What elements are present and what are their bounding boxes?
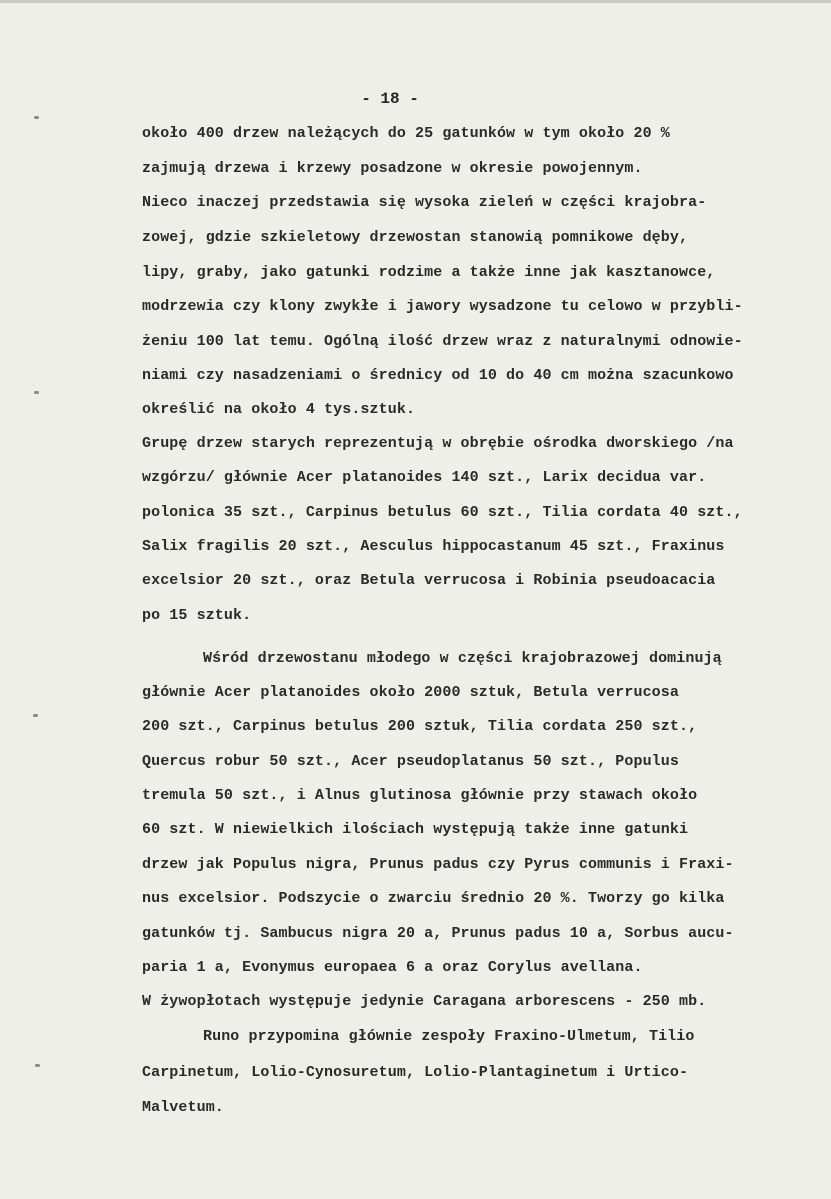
text-line: Wśród drzewostanu młodego w części krajobrazowej dominują — [203, 650, 722, 667]
text-line: niami czy nasadzeniami o średnicy od 10 do 40 cm można szacunkowo — [142, 367, 734, 384]
text-line: zajmują drzewa i krzewy posadzone w okresie powojennym. — [142, 160, 643, 177]
text-line: Grupę drzew starych reprezentują w obrębie ośrodka dworskiego /na — [142, 435, 734, 452]
text-line: wzgórzu/ głównie Acer platanoides 140 szt., Larix decidua var. — [142, 469, 707, 486]
text-line: głównie Acer platanoides około 2000 sztuk, Betula verrucosa — [142, 684, 679, 701]
text-line: drzew jak Populus nigra, Prunus padus czy Pyrus communis i Fraxi- — [142, 856, 734, 873]
text-line: W żywopłotach występuje jedynie Caragana arborescens - 250 mb. — [142, 993, 707, 1010]
text-line: Salix fragilis 20 szt., Aesculus hippocastanum 45 szt., Fraxinus — [142, 538, 725, 555]
text-line: około 400 drzew należących do 25 gatunków w tym około 20 % — [142, 125, 670, 142]
text-line: Nieco inaczej przedstawia się wysoka zieleń w części krajobra- — [142, 194, 707, 211]
text-line: lipy, graby, jako gatunki rodzime a także inne jak kasztanowce, — [142, 264, 716, 281]
text-line: excelsior 20 szt., oraz Betula verrucosa i Robinia pseudoacacia — [142, 572, 716, 589]
margin-mark — [34, 116, 39, 119]
text-line: zowej, gdzie szkieletowy drzewostan stanowią pomnikowe dęby, — [142, 229, 689, 246]
margin-mark — [34, 391, 39, 394]
text-line: 60 szt. W niewielkich ilościach występują także inne gatunki — [142, 821, 689, 838]
text-line: Malvetum. — [142, 1099, 224, 1116]
text-line: paria 1 a, Evonymus europaea 6 a oraz Corylus avellana. — [142, 959, 643, 976]
text-line: nus excelsior. Podszycie o zwarciu średnio 20 %. Tworzy go kilka — [142, 890, 725, 907]
page-top-edge — [0, 0, 831, 3]
text-line: modrzewia czy klony zwykłe i jawory wysadzone tu celowo w przybli- — [142, 298, 743, 315]
margin-mark — [35, 1064, 40, 1067]
text-line: po 15 sztuk. — [142, 607, 252, 624]
text-line: gatunków tj. Sambucus nigra 20 a, Prunus padus 10 a, Sorbus aucu- — [142, 925, 734, 942]
text-line: polonica 35 szt., Carpinus betulus 60 szt., Tilia cordata 40 szt., — [142, 504, 743, 521]
text-line: Quercus robur 50 szt., Acer pseudoplatanus 50 szt., Populus — [142, 753, 679, 770]
margin-mark — [33, 714, 38, 717]
text-line: 200 szt., Carpinus betulus 200 sztuk, Tilia cordata 250 szt., — [142, 718, 698, 735]
text-line: tremula 50 szt., i Alnus glutinosa głównie przy stawach około — [142, 787, 698, 804]
text-line: żeniu 100 lat temu. Ogólną ilość drzew wraz z naturalnymi odnowie- — [142, 333, 743, 350]
page-number: - 18 - — [361, 90, 419, 108]
text-line: Runo przypomina głównie zespoły Fraxino-Ulmetum, Tilio — [203, 1028, 695, 1045]
text-line: Carpinetum, Lolio-Cynosuretum, Lolio-Plantaginetum i Urtico- — [142, 1064, 689, 1081]
text-line: określić na około 4 tys.sztuk. — [142, 401, 416, 418]
